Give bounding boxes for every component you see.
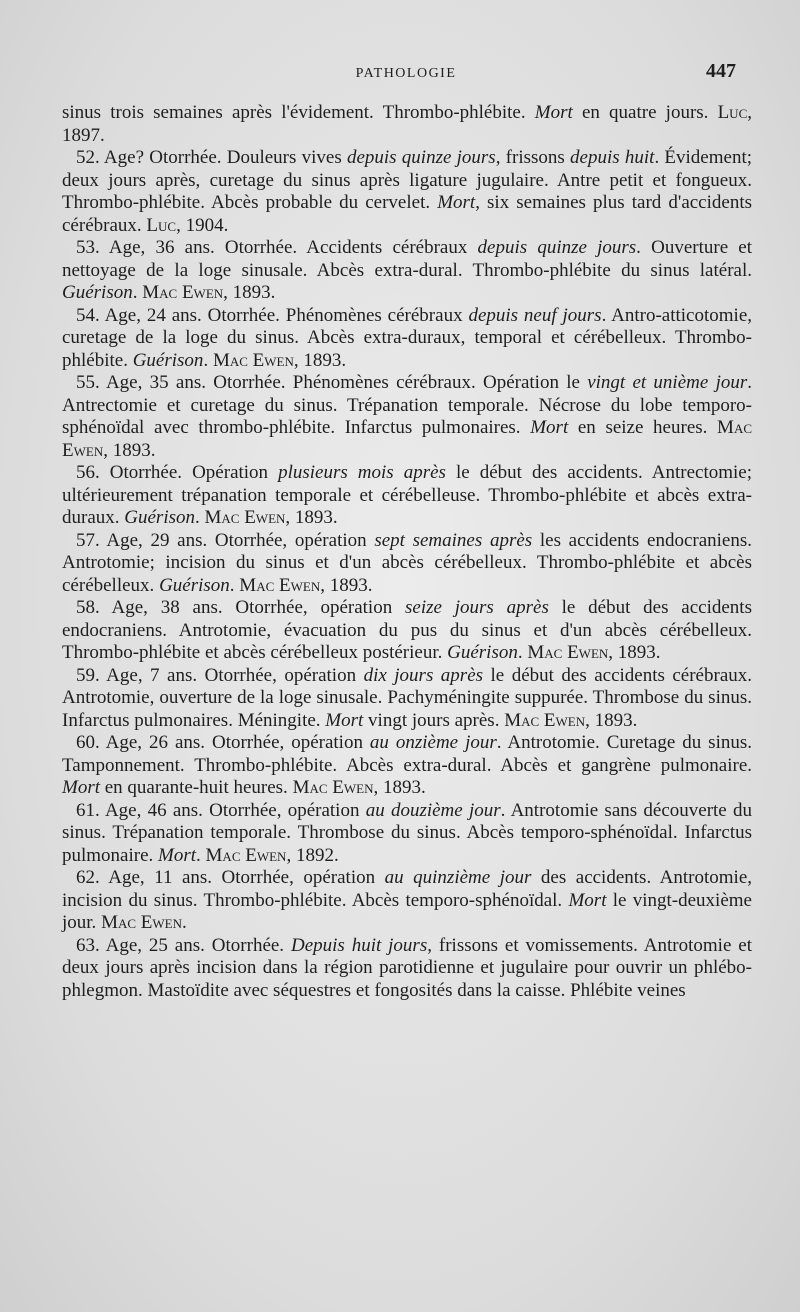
italic-phrase: Mort [437,192,476,213]
italic-phrase: Mort [158,844,197,866]
case-number: 59. [76,664,100,686]
running-head: PATHOLOGIE [355,66,457,81]
text-run: des accidents. Antrotomie, incision du sinus. Thrombo-phlébite. Abcès temporo-sphénoïdal. [62,867,753,911]
italic-phrase: Mort [325,709,364,731]
case-entry [62,462,752,530]
text-run: . Antro-atticotomie, curetage de la loge du sinus. Abcès extra-duraux, temporal et cérébelleux. Thrombo-phlébite. [62,304,753,371]
case-entry [62,530,752,598]
case-number: 55. [76,372,100,393]
italic-phrase: au onzième jour [369,732,497,753]
text-run: en seize heures. [568,417,718,438]
case-entry [62,935,752,1003]
author-citation: Mac Ewen [142,282,224,303]
text-run: Age, 11 ans. Otorrhée, opération [99,867,385,888]
italic-phrase: Mort [534,102,573,123]
text-run: . [517,642,528,663]
case-number: 54. [76,304,100,326]
italic-phrase: depuis neuf jours [468,304,602,326]
author-citation: Mac Ewen [205,844,287,866]
italic-phrase: sept semaines après [374,529,533,551]
text-run: Age, 36 ans. Otorrhée. Accidents cérébraux [99,237,478,258]
text-run: . Évidement; deux jours après, curetage du sinus après ligature jugulaire. Antre petit et fongueux. Thrombo-phlébite. Abcès probable du cervelet. [62,147,753,213]
author-citation: Luc [717,102,748,123]
case-number: 57. [76,529,100,551]
italic-phrase: Mort [530,417,569,438]
case-entry [62,372,752,462]
italic-phrase: seize jours après [405,597,549,618]
page-header [76,60,736,90]
text-run: Age? Otorrhée. Douleurs vives [99,147,347,168]
text-run: Age, 26 ans. Otorrhée, opération [99,732,370,753]
case-number: 56. [76,462,100,483]
author-citation: Mac Ewen [62,417,752,461]
text-run: Age, 7 ans. Otorrhée, opération [99,664,364,686]
text-run: . [181,912,187,933]
text-run: , 1893. [223,282,276,303]
text-run: Age, 24 ans. Otorrhée. Phénomènes cérébraux [99,304,469,326]
author-citation: Mac Ewen [292,777,374,798]
text-run: . Antrotomie sans découverte du sinus. Trépanation temporale. Thrombose du sinus. Abcès temporo-sphénoïdal. Infarctus pulmonaire. [62,799,752,866]
case-entry [62,597,752,665]
text-run: le début des accidents cérébraux. Antrotomie, ouverture de la loge sinusale. Pachyméningite suppurée. Thrombose du sinus. Infarctus pulmonaires. Méningite. [62,664,753,731]
author-citation: Mac Ewen [204,507,286,528]
text-run: Age, 46 ans. Otorrhée, opération [99,799,366,821]
italic-phrase: plusieurs mois après [278,462,446,483]
italic-phrase: vingt et unième jour [587,372,748,393]
italic-phrase: Depuis huit jours [290,934,428,956]
text-run: , 1893. [373,777,426,798]
case-entry [62,147,752,237]
author-citation: Mac Ewen [239,574,321,596]
italic-phrase: Mort [62,777,100,798]
continuation-paragraph [62,102,752,147]
italic-phrase: depuis quinze jours [346,147,496,168]
text-run: vingt jours après. [363,709,505,731]
text-run: . [132,282,143,303]
text-run: . [229,574,240,596]
case-entry [62,800,752,868]
case-number: 52. [76,147,100,168]
text-run: . [195,507,205,528]
text-run: . [203,349,213,371]
case-entry [62,867,752,935]
text-run: , 1904. [176,214,229,236]
text-run: le vingt-deuxième jour. [62,889,752,933]
author-citation: Mac Ewen [504,709,586,731]
italic-phrase: depuis huit [570,147,655,168]
case-number: 60. [76,732,100,753]
text-run: sinus trois semaines après l'évidement. Thrombo-phlébite. [62,102,535,123]
author-citation: Mac Ewen [527,642,609,663]
italic-phrase: Mort [568,889,607,911]
italic-phrase: Guérison [447,642,518,663]
page-number: 447 [706,60,736,82]
text-run: Age, 29 ans. Otorrhée, opération [99,529,375,551]
text-run: le début des accidents. Antrectomie; ultérieurement trépanation temporale et cérébelleuse. Thrombo-phlébite et abcès extra-duraux. [62,462,752,528]
case-entry [62,305,752,373]
italic-phrase: dix jours après [363,664,484,686]
text-run: , 1893. [293,349,347,371]
case-entry [62,732,752,800]
text-run: Otorrhée. Opération [99,462,279,483]
italic-phrase: Guérison [159,574,230,596]
text-run: , 1893. [285,507,338,528]
text-run: , six semaines plus tard d'accidents cérébraux. [62,192,752,236]
text-run: , 1897. [62,102,752,146]
text-run: Age, 38 ans. Otorrhée, opération [99,597,406,618]
text-run: en quarante-huit heures. [100,777,293,798]
italic-phrase: Guérison [124,507,195,528]
text-run: , 1893. [585,709,638,731]
italic-phrase: au douzième jour [365,799,501,821]
case-number: 53. [76,237,100,258]
author-citation: Mac Ewen [101,912,182,933]
text-run: , 1893. [608,642,661,663]
text-run: , frissons [495,147,571,168]
text-run: , 1893. [103,439,156,461]
italic-phrase: Guérison [62,282,133,303]
author-citation: Luc [146,214,177,236]
text-run: en quatre jours. [572,102,718,123]
text-run: , 1893. [320,574,373,596]
text-run: le début des accidents endocraniens. Antrotomie, évacuation du pus du sinus et d'un abcès cérébelleux. Thrombo-phlébite et abcès cérébelleux postérieur. [62,597,752,663]
body-text [62,102,752,1002]
italic-phrase: au quinzième jour [384,867,532,888]
text-run: . Ouverture et nettoyage de la loge sinusale. Abcès extra-dural. Thrombo-phlébite du sinus latéral. [62,237,753,281]
text-run: . [196,844,206,866]
text-run: . Antrotomie. Curetage du sinus. Tamponnement. Thrombo-phlébite. Abcès extra-dural. Abcès et gangrène pulmonaire. [62,732,752,776]
case-number: 63. [76,934,100,956]
italic-phrase: Guérison [132,349,204,371]
author-citation: Mac Ewen [212,349,294,371]
text-run: Age, 25 ans. Otorrhée. [99,934,291,956]
case-entry [62,237,752,305]
case-number: 58. [76,597,100,618]
case-number: 62. [76,867,100,888]
text-run: , 1892. [286,844,339,866]
italic-phrase: depuis quinze jours [477,237,637,258]
case-number: 61. [76,799,100,821]
case-entry [62,665,752,733]
text-run: , frissons et vomissements. Antrotomie et deux jours après incision dans la région parotidienne et jugulaire pour ouvrir un phlébo-phlegmon. Mastoïdite avec séquestres et fongosités dans la caisse. Phlébite veines [62,934,752,1001]
text-run: les accidents endocraniens. Antrotomie; incision du sinus et d'un abcès cérébelleux. Thrombo-phlébite et abcès cérébelleux. [62,529,752,596]
text-run: Age, 35 ans. Otorrhée. Phénomènes cérébraux. Opération le [99,372,588,393]
text-run: . Antrectomie et curetage du sinus. Trépanation temporale. Nécrose du lobe temporo-sphénoïdal avec thrombo-phlébite. Infarctus pulmonaires. [62,372,752,438]
